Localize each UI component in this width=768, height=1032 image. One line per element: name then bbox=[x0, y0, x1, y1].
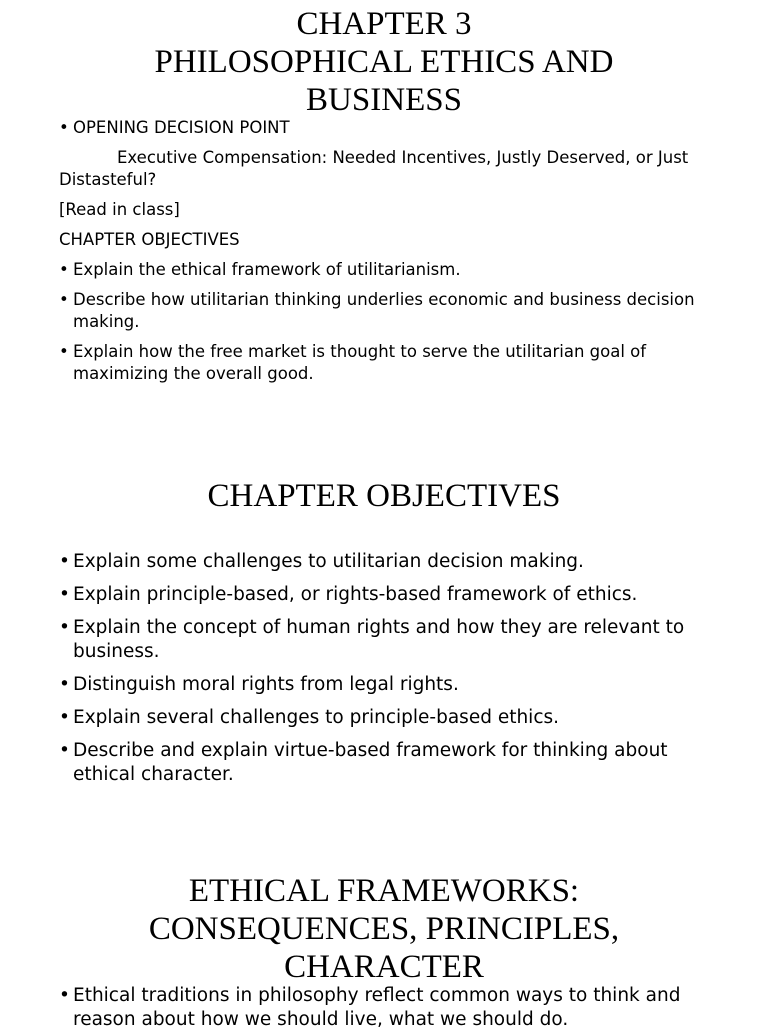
bullet-text: Distinguish moral rights from legal rights. bbox=[73, 674, 459, 695]
slide-title: CHAPTER OBJECTIVES bbox=[207, 478, 561, 514]
slide-ethical-frameworks bbox=[0, 872, 768, 1030]
slide-chapter-3 bbox=[0, 0, 768, 383]
list-item bbox=[59, 259, 719, 281]
list-item bbox=[59, 706, 699, 730]
list-item bbox=[59, 117, 719, 139]
bullet-text: Explain principle-based, or rights-based framework of ethics. bbox=[73, 584, 638, 605]
title-line: CHAPTER 3 bbox=[296, 6, 472, 42]
opening-decision-point: OPENING DECISION POINT bbox=[73, 118, 290, 137]
list-item bbox=[59, 550, 699, 574]
objectives-list bbox=[59, 259, 719, 385]
bullet-text: Explain the ethical framework of utilitarianism. bbox=[73, 260, 461, 279]
list-item bbox=[59, 583, 699, 607]
bullet-text: Describe how utilitarian thinking underlies economic and business decision making. bbox=[73, 290, 695, 331]
objectives-heading: CHAPTER OBJECTIVES bbox=[59, 230, 240, 249]
list-item bbox=[59, 673, 699, 697]
bullet-text: Explain some challenges to utilitarian decision making. bbox=[73, 551, 584, 572]
list-item bbox=[59, 616, 699, 664]
bullet-text: Ethical traditions in philosophy reflect common ways to think and reason about how we should live, what we should do. bbox=[73, 985, 681, 1030]
list-item bbox=[59, 739, 699, 787]
slide-body bbox=[59, 117, 719, 393]
objectives-list bbox=[59, 550, 699, 787]
read-note: [Read in class] bbox=[59, 200, 180, 219]
title-line: CHARACTER bbox=[284, 949, 484, 985]
bullet-list bbox=[59, 984, 699, 1032]
slide-title bbox=[0, 872, 768, 986]
title-line: ETHICAL FRAMEWORKS: bbox=[188, 873, 580, 909]
slide-body bbox=[59, 550, 699, 796]
title-line: BUSINESS bbox=[306, 82, 462, 118]
title-line: PHILOSOPHICAL ETHICS AND bbox=[154, 44, 614, 80]
bullet-text: Explain how the free market is thought to serve the utilitarian goal of maximizing the overall good. bbox=[73, 342, 647, 383]
title-line: CONSEQUENCES, PRINCIPLES, bbox=[148, 911, 620, 947]
list-item bbox=[59, 341, 719, 385]
case-title: Executive Compensation: Needed Incentives, Justly Deserved, or Just Distasteful? bbox=[59, 148, 689, 189]
slide-body bbox=[59, 984, 699, 1032]
opening-list bbox=[59, 117, 719, 139]
bullet-text: Describe and explain virtue-based framework for thinking about ethical character. bbox=[73, 740, 668, 785]
bullet-text: Explain several challenges to principle-based ethics. bbox=[73, 707, 560, 728]
list-item bbox=[59, 289, 719, 333]
bullet-text: Explain the concept of human rights and how they are relevant to business. bbox=[73, 617, 685, 662]
slide-title bbox=[0, 5, 768, 119]
list-item bbox=[59, 984, 699, 1032]
slide-chapter-objectives bbox=[0, 476, 768, 785]
